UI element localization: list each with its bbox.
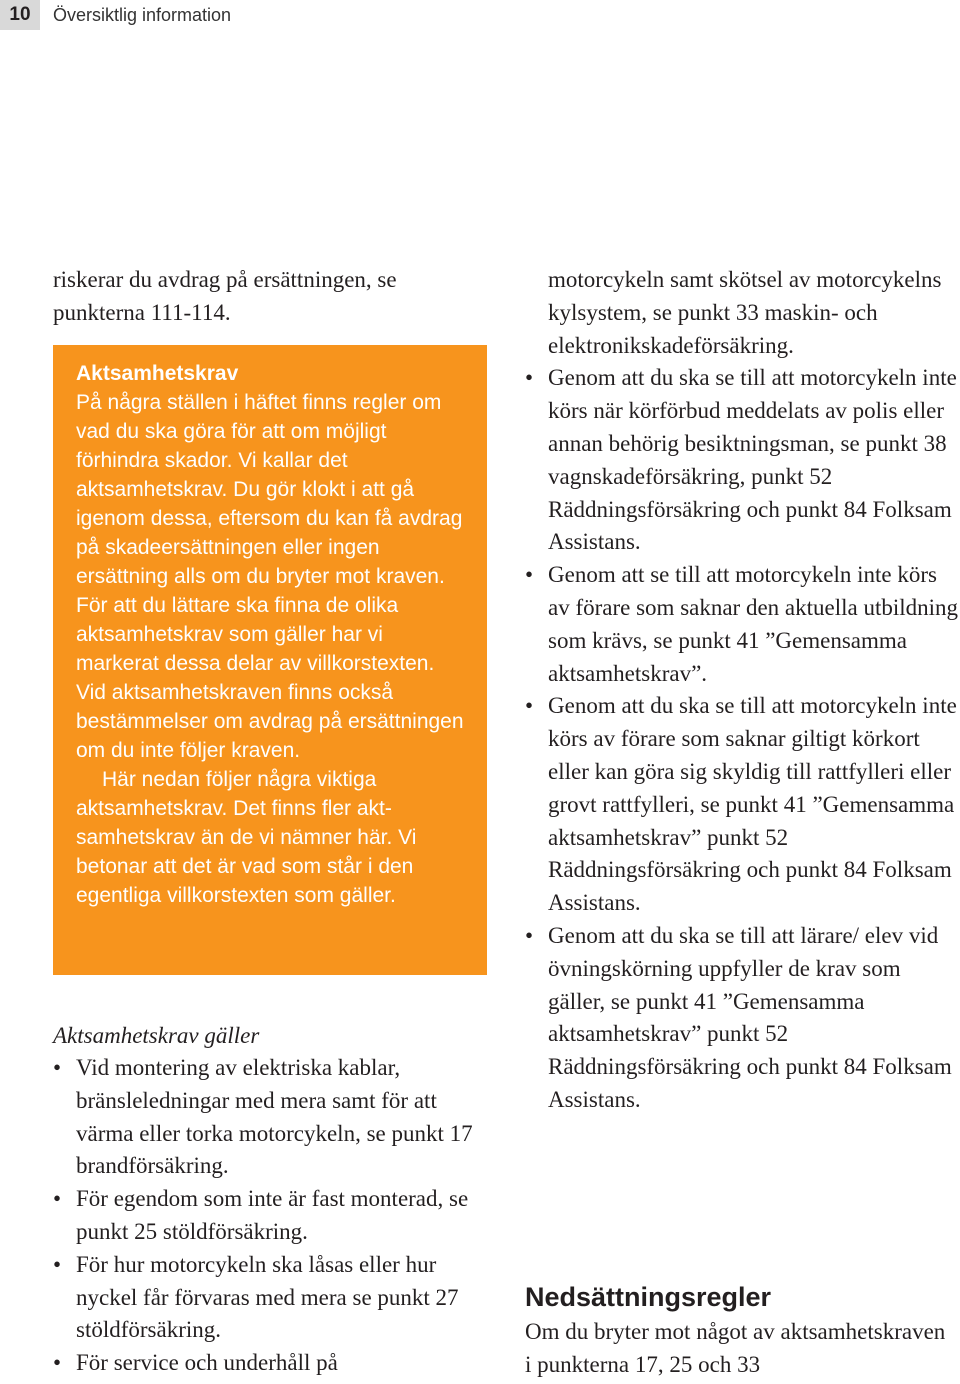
page-number: 10	[0, 0, 40, 30]
info-box	[53, 345, 487, 975]
continuation-text: motorcykeln samt skötsel av motorcykelns kylsystem, se punkt 33 maskin- och elektronikskadeförsäkring.	[548, 267, 942, 358]
bullet-icon: •	[525, 562, 534, 588]
list-item: • För hur motorcykeln ska låsas eller hur nyckel får förvaras med mera se punkt 27 stöldförsäkring.	[53, 1249, 493, 1347]
bullet-icon: •	[525, 693, 534, 719]
list-item: • För service och underhåll på	[53, 1347, 493, 1380]
list-item: • Vid montering av elektriska kablar, bränsleledningar med mera samt för att värma eller torka motorcykeln, se punkt 17 brandförsäkring.	[53, 1052, 493, 1183]
list-item: • Genom att se till att motorcykeln inte körs av förare som saknar den aktuella utbildning som krävs, se punkt 41 ”Gemensamma aktsamhetskrav”.	[525, 559, 960, 690]
bullet-icon: •	[53, 1350, 62, 1376]
list-item: • Genom att du ska se till att lärare/ elev vid övningskörning uppfyller de krav som gäller, se punkt 41 ”Gemensamma aktsamhetskrav” punkt 52 Räddningsförsäkring och punkt 84 Folksam Assistans.	[525, 920, 960, 1117]
list-item: • För egendom som inte är fast monterad, se punkt 25 stöldförsäkring.	[53, 1183, 493, 1249]
box-paragraph-2: Här nedan följer några viktiga aktsamhetskrav. Det finns fler aktsamhetskrav än de vi nämner här. Vi betonar att det är vad som står i den egentliga villkorstexten som gäller.	[76, 768, 417, 907]
bullet-icon: •	[525, 922, 534, 948]
box-heading: Aktsamhetskrav	[76, 362, 239, 385]
subheading: Aktsamhetskrav gäller	[53, 1023, 260, 1048]
bullet-icon: •	[53, 1186, 62, 1212]
right-column	[525, 264, 960, 1117]
section-title: Översiktlig information	[53, 5, 232, 25]
left-bullet-list	[53, 1052, 493, 1380]
section-heading: Nedsättningsregler	[525, 1282, 772, 1312]
final-text: Om du bryter mot något av aktsamhetskraven i punkterna 17, 25 och 33	[525, 1319, 946, 1377]
right-bullet-list	[525, 362, 960, 1116]
intro-text: riskerar du avdrag på ersättningen, se punkterna 111-114.	[53, 267, 397, 325]
box-paragraph-1: På några ställen i häftet finns regler om vad du ska göra för att om möjligt förhindra skador. Vi kallar det aktsamhetskrav. Du gör klokt i att gå igenom dessa, eftersom du kan få avdrag på skadeersättningen eller ingen ersättning alls om du bryter mot kraven. För att du lättare ska finna de olika aktsamhetskrav som gäller har vi markerat dessa delar av villkorstexten. Vid aktsamhetskraven finns också bestämmelser om avdrag på ersättningen om du inte följer kraven.	[76, 391, 464, 762]
list-item: • Genom att du ska se till att motorcykeln inte körs av förare som saknar giltigt körkort eller kan göra sig skyldig till rattfylleri eller grovt rattfylleri, se punkt 41 ”Gemensamma aktsamhetskrav” punkt 52 Räddningsförsäkring och punkt 84 Folksam Assistans.	[525, 690, 960, 920]
bullet-icon: •	[525, 365, 534, 391]
page-header	[0, 0, 960, 30]
list-item: • Genom att du ska se till att motorcykeln inte körs när körförbud meddelats av polis eller annan behörig besiktningsman, se punkt 38 vagnskadeförsäkring, punkt 52 Räddningsförsäkring och punkt 84 Folksam Assistans.	[525, 362, 960, 559]
bullet-icon: •	[53, 1055, 62, 1080]
bullet-icon: •	[53, 1251, 62, 1277]
